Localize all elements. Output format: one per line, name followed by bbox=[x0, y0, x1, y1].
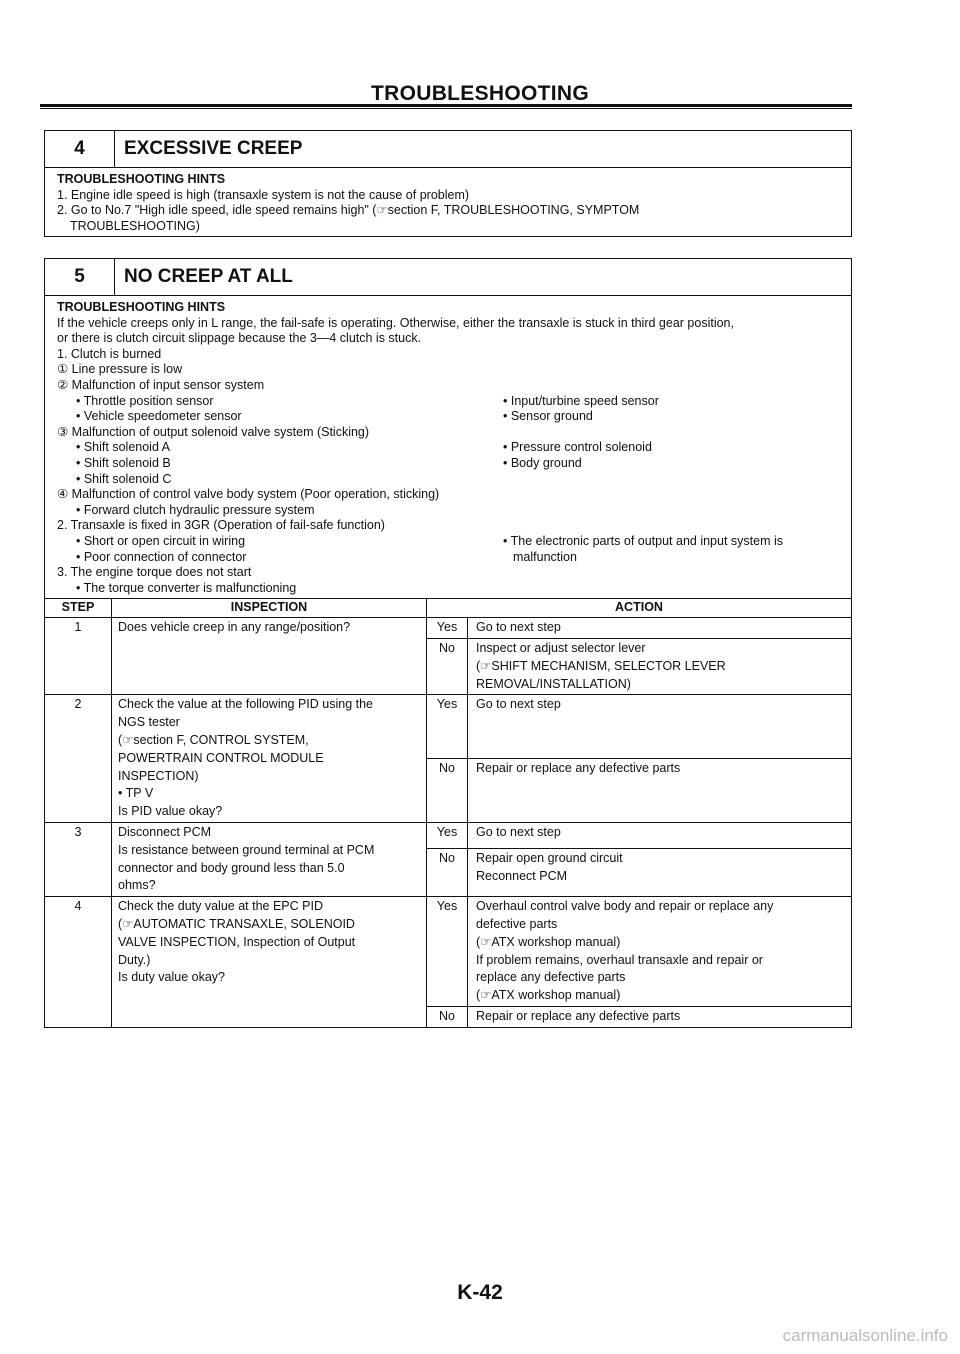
bullet-item: • Shift solenoid A bbox=[76, 440, 171, 455]
cell-line: (☞ATX workshop manual) bbox=[476, 988, 621, 1003]
bullet-row bbox=[57, 534, 851, 550]
cell-line: • TP V bbox=[118, 786, 154, 801]
cell-line: POWERTRAIN CONTROL MODULE bbox=[118, 750, 324, 765]
cell-line: Repair open ground circuit bbox=[476, 851, 623, 866]
cell-line: Is resistance between ground terminal at PCM bbox=[118, 842, 375, 857]
intro-line: If the vehicle creeps only in L range, the fail-safe is operating. Otherwise, either the transaxle is stuck in third gear position, bbox=[57, 315, 734, 330]
no-action-cell bbox=[468, 849, 852, 897]
section-excessive-creep bbox=[44, 130, 852, 237]
no-action-cell bbox=[468, 1007, 852, 1027]
bullet-item: • Short or open circuit in wiring bbox=[76, 533, 246, 548]
cell-line: If problem remains, overhaul transaxle and repair or bbox=[476, 952, 763, 967]
bullet-item: • Shift solenoid C bbox=[76, 471, 172, 486]
cell-line: Does vehicle creep in any range/position? bbox=[118, 620, 351, 635]
table-body bbox=[45, 618, 851, 1027]
section-title-row bbox=[45, 131, 851, 168]
cause-input-sensor: ② Malfunction of input sensor system bbox=[57, 377, 265, 392]
cause-transaxle-fixed: 2. Transaxle is fixed in 3GR (Operation of fail-safe function) bbox=[57, 518, 385, 533]
cell-line: (☞section F, CONTROL SYSTEM, bbox=[118, 733, 309, 748]
table-row bbox=[45, 618, 851, 639]
inspection-table bbox=[45, 598, 851, 1027]
page-header: TROUBLESHOOTING bbox=[371, 82, 589, 105]
bullet-item: • The torque converter is malfunctioning bbox=[76, 580, 297, 595]
header-action: ACTION bbox=[427, 599, 852, 618]
cell-line: Go to next step bbox=[476, 825, 561, 840]
header-step: STEP bbox=[45, 599, 112, 618]
cell-line: Repair or replace any defective parts bbox=[476, 761, 681, 776]
inspection-cell bbox=[112, 897, 427, 1027]
inspection-cell bbox=[112, 695, 427, 823]
no-label: No bbox=[427, 1007, 468, 1027]
bullet-item: • Poor connection of connector bbox=[76, 549, 247, 564]
no-label: No bbox=[427, 639, 468, 695]
hints-heading: TROUBLESHOOTING HINTS bbox=[57, 300, 226, 314]
table-header-row bbox=[45, 599, 851, 618]
cell-line: (☞AUTOMATIC TRANSAXLE, SOLENOID bbox=[118, 917, 355, 932]
cell-line: connector and body ground less than 5.0 bbox=[118, 860, 345, 875]
cell-line: (☞SHIFT MECHANISM, SELECTOR LEVER bbox=[476, 658, 726, 673]
yes-action-cell bbox=[468, 695, 852, 759]
cell-line: Is PID value okay? bbox=[118, 804, 223, 819]
bullet-item: malfunction bbox=[513, 549, 577, 564]
cell-line: NGS tester bbox=[118, 715, 180, 730]
bullet-item: • Pressure control solenoid bbox=[503, 440, 652, 455]
section-title: EXCESSIVE CREEP bbox=[124, 138, 303, 159]
page-number: K-42 bbox=[457, 1281, 503, 1304]
cell-line: Is duty value okay? bbox=[118, 970, 226, 985]
cause-output-solenoid: ③ Malfunction of output solenoid valve system (Sticking) bbox=[57, 424, 370, 439]
bullet-row bbox=[57, 440, 851, 456]
cell-line: VALVE INSPECTION, Inspection of Output bbox=[118, 934, 356, 949]
bullet-row bbox=[57, 394, 851, 410]
cause-control-valve: ④ Malfunction of control valve body system (Poor operation, sticking) bbox=[57, 487, 440, 502]
header-rule bbox=[40, 104, 852, 109]
step-number: 3 bbox=[45, 823, 112, 897]
table-row bbox=[45, 695, 851, 759]
bullet-item: • Forward clutch hydraulic pressure system bbox=[76, 502, 315, 517]
troubleshooting-hints bbox=[45, 168, 851, 236]
yes-label: Yes bbox=[427, 695, 468, 759]
table-row bbox=[45, 897, 851, 1007]
cell-line: REMOVAL/INSTALLATION) bbox=[476, 676, 631, 691]
cell-line: ohms? bbox=[118, 878, 156, 893]
bullet-item bbox=[503, 472, 851, 488]
cell-line: Reconnect PCM bbox=[476, 868, 568, 883]
intro-line: or there is clutch circuit slippage because the 3—4 clutch is stuck. bbox=[57, 331, 422, 346]
bullet-item: • Vehicle speedometer sensor bbox=[76, 409, 242, 424]
yes-label: Yes bbox=[427, 618, 468, 639]
bullet-item: • Throttle position sensor bbox=[76, 393, 214, 408]
section-no-creep bbox=[44, 258, 852, 1028]
yes-label: Yes bbox=[427, 897, 468, 1007]
section-title-row bbox=[45, 259, 851, 296]
yes-action-cell bbox=[468, 897, 852, 1007]
cell-line: Go to next step bbox=[476, 620, 561, 635]
table-row bbox=[45, 823, 851, 849]
cause-clutch-burned: 1. Clutch is burned bbox=[57, 346, 162, 361]
section-number: 4 bbox=[45, 131, 115, 167]
yes-action-cell bbox=[468, 823, 852, 849]
hint-line: 2. Go to No.7 "High idle speed, idle speed remains high" (☞section F, TROUBLESHOOTING, SYMPTOM bbox=[57, 203, 640, 218]
no-action-cell bbox=[468, 639, 852, 695]
hint-line: TROUBLESHOOTING) bbox=[70, 218, 200, 233]
bullet-row bbox=[57, 550, 851, 566]
bullet-row bbox=[57, 456, 851, 472]
hint-line: 1. Engine idle speed is high (transaxle system is not the cause of problem) bbox=[57, 187, 470, 202]
bullet-item: • Shift solenoid B bbox=[76, 455, 171, 470]
bullet-item: • Input/turbine speed sensor bbox=[503, 393, 659, 408]
inspection-cell bbox=[112, 618, 427, 695]
header-inspection: INSPECTION bbox=[112, 599, 427, 618]
bullet-row bbox=[57, 409, 851, 425]
cell-line: Check the duty value at the EPC PID bbox=[118, 899, 323, 914]
cell-line: Repair or replace any defective parts bbox=[476, 1009, 681, 1024]
inspection-cell bbox=[112, 823, 427, 897]
cell-line: Inspect or adjust selector lever bbox=[476, 641, 646, 656]
step-number: 4 bbox=[45, 897, 112, 1027]
cause-torque-start: 3. The engine torque does not start bbox=[57, 565, 252, 580]
step-number: 2 bbox=[45, 695, 112, 823]
cell-line: defective parts bbox=[476, 917, 558, 932]
bullet-item: • Body ground bbox=[503, 455, 582, 470]
yes-label: Yes bbox=[427, 823, 468, 849]
bullet-item: • The electronic parts of output and input system is bbox=[503, 533, 783, 548]
yes-action-cell bbox=[468, 618, 852, 639]
bullet-row bbox=[57, 472, 851, 488]
watermark: carmanualsonline.info bbox=[782, 1326, 948, 1345]
no-label: No bbox=[427, 849, 468, 897]
cell-line: Check the value at the following PID using the bbox=[118, 697, 374, 712]
no-label: No bbox=[427, 759, 468, 823]
section-number: 5 bbox=[45, 259, 115, 295]
bullet-item: • Sensor ground bbox=[503, 409, 593, 424]
step-number: 1 bbox=[45, 618, 112, 695]
cell-line: Duty.) bbox=[118, 952, 151, 967]
cell-line: (☞ATX workshop manual) bbox=[476, 934, 621, 949]
cell-line: Go to next step bbox=[476, 697, 561, 712]
cell-line: Overhaul control valve body and repair or replace any bbox=[476, 899, 774, 914]
section-title: NO CREEP AT ALL bbox=[124, 266, 293, 287]
cell-line: replace any defective parts bbox=[476, 970, 626, 985]
cell-line: INSPECTION) bbox=[118, 768, 199, 783]
cell-line: Disconnect PCM bbox=[118, 825, 212, 840]
troubleshooting-hints bbox=[45, 296, 851, 598]
cause-line-pressure: ① Line pressure is low bbox=[57, 362, 183, 377]
no-action-cell bbox=[468, 759, 852, 823]
hints-heading: TROUBLESHOOTING HINTS bbox=[57, 172, 226, 186]
